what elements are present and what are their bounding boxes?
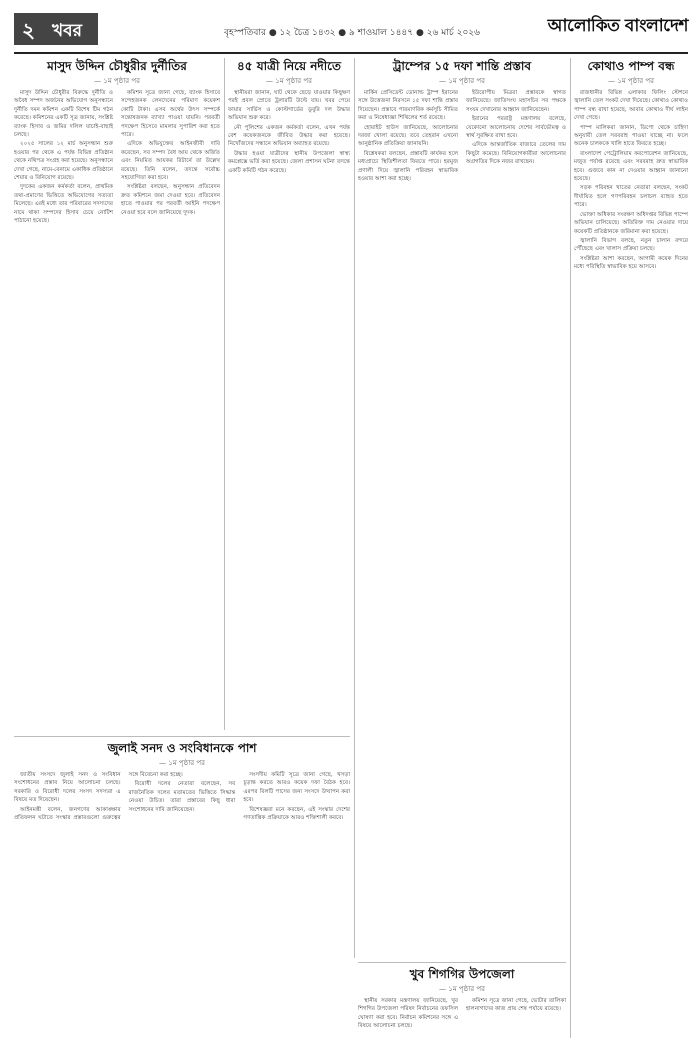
article-paragraph: দুদকের একজন কর্মকর্তা বলেন, প্রাথমিক তথ্য-প্রমাণের ভিত্তিতে অভিযোগের সত্যতা মিলেছে। এরই মধ্যে তার পরিবারের সদস্যদের নামে থাকা সম্পদের হিসাব চেয়ে নোটিশ পাঠানো হয়েছে। bbox=[14, 184, 113, 225]
article-pump-closed bbox=[574, 58, 688, 1038]
article-headline: ট্রাম্পের ১৫ দফা শান্তি প্রস্তাব bbox=[392, 59, 532, 73]
article-paragraph: উদ্ধার হওয়া যাত্রীদের স্থানীয় উপজেলা স্বাস্থ্য কমপ্লেক্সে ভর্তি করা হয়েছে। জেলা প্রশাসন ঘটনা তদন্তে একটি কমিটি গঠন করেছে। bbox=[228, 150, 350, 174]
column-divider bbox=[354, 58, 355, 958]
article-paragraph: ভোক্তা অধিকার সংরক্ষণ অধিদপ্তর বিভিন্ন পাম্পে অভিযান চালিয়েছে। অতিরিক্ত দাম নেওয়ার দায়ে কয়েকটি প্রতিষ্ঠানকে জরিমানা করা হয়েছে। bbox=[574, 211, 688, 235]
article-body bbox=[574, 89, 688, 272]
continuation-note: — ১ম পৃষ্ঠার পর bbox=[94, 77, 140, 85]
article-paragraph: হোয়াইট হাউস জানিয়েছে, আলোচনার দরজা খোলা রয়েছে। তবে তেহরান এখনো আনুষ্ঠানিক প্রতিক্রিয়া জানায়নি। bbox=[358, 124, 458, 148]
article-paragraph: বাংলাদেশ পেট্রোলিয়াম করপোরেশন জানিয়েছে, মজুত পর্যাপ্ত রয়েছে এবং সরবরাহ দ্রুত স্বাভাবিক হবে। গুজবে কান না দেওয়ার আহ্বান জানানো হয়েছে। bbox=[574, 150, 688, 183]
page-number-box bbox=[14, 13, 98, 45]
article-paragraph: ২০২৫ সালের ১২ মার্চ অনুসন্ধান শুরু হওয়ার পর থেকে এ পর্যন্ত বিভিন্ন প্রতিষ্ঠান থেকে নথিপত্র সংগ্রহ করা হয়েছে। অনুসন্ধানে দেখা গেছে, নামে-বেনামে একাধিক প্রতিষ্ঠানে শেয়ার ও বিনিয়োগ রয়েছে। bbox=[14, 141, 113, 182]
column-divider bbox=[570, 58, 571, 1038]
masthead-part-1: আলোকিত bbox=[547, 16, 620, 36]
article-body bbox=[14, 771, 350, 822]
article-headline: কোথাও পাম্প বন্ধ bbox=[587, 59, 675, 73]
article-paragraph: বিশেষজ্ঞরা মনে করছেন, এই সংস্কার দেশের গণতান্ত্রিক প্রক্রিয়াকে আরও শক্তিশালী করবে। bbox=[243, 806, 350, 822]
column-divider bbox=[224, 58, 225, 730]
article-paragraph: স্থানীয়রা জানান, ঘাট থেকে ছেড়ে যাওয়ার কিছুক্ষণ পরই প্রবল স্রোতে ট্রলারটি উল্টে যায়। খবর পেয়ে ফায়ার সার্ভিস ও কোস্টগার্ডের ডুবুরি দল উদ্ধার অভিযান শুরু করে। bbox=[228, 90, 350, 122]
article-headline: ৪৫ যাত্রী নিয়ে নদীতে bbox=[237, 59, 341, 73]
section-name: খবর bbox=[52, 21, 82, 41]
article-paragraph: নৌ পুলিশের একজন কর্মকর্তা বলেন, এখন পর্যন্ত বেশ কয়েকজনকে জীবিত উদ্ধার করা হয়েছে। নিখোঁজদের সন্ধানে অভিযান অব্যাহত রয়েছে। bbox=[228, 124, 350, 148]
page-number: ২ bbox=[22, 18, 36, 42]
article-headline: জুলাই সনদ ও সংবিধানকে পাশ bbox=[107, 741, 257, 755]
article-paragraph: স্থানীয় সরকার মন্ত্রণালয় জানিয়েছে, খুব শিগগির উপজেলা পরিষদ নির্বাচনের তফসিল ঘোষণা করা হবে। নির্বাচন কমিশনের সঙ্গে এ বিষয়ে আলোচনা চলছে। bbox=[358, 998, 458, 1030]
article-trawler-capsize bbox=[228, 58, 350, 730]
article-body bbox=[358, 89, 566, 183]
continuation-note: — ১ম পৃষ্ঠার পর bbox=[266, 77, 312, 85]
dateline: বৃহস্পতিবার ● ১২ চৈত্র ১৪৩২ ● ৯ শাওয়াল ১৪৪৭ ● ২৬ মার্চ ২০২৬ bbox=[224, 28, 480, 38]
article-paragraph: মার্কিন প্রেসিডেন্ট ডোনাল্ড ট্রাম্প ইরানের সঙ্গে উত্তেজনা নিরসনে ১৫ দফা শান্তি প্রস্তাব দিয়েছেন। প্রস্তাবে পারমাণবিক কর্মসূচি সীমিত করা ও নিষেধাজ্ঞা শিথিলের শর্ত রয়েছে। bbox=[358, 90, 458, 122]
article-paragraph: কমিশন সূত্রে জানা গেছে, ব্যাংক হিসাবে সন্দেহজনক লেনদেনের পরিমাণ কয়েকশ কোটি টাকা। এসব অর্থের উৎস সম্পর্কে সন্তোষজনক ব্যাখ্যা পাওয়া যায়নি। পরবর্তী পদক্ষেপ হিসেবে মামলার সুপারিশ করা হতে পারে। bbox=[121, 90, 220, 139]
article-paragraph: জাতীয় সংসদে জুলাই সনদ ও সংবিধান সংশোধনের প্রস্তাব নিয়ে আলোচনা চলছে। সরকারি ও বিরোধী দলের সংসদ সদস্যরা এ বিষয়ে মত দিয়েছেন। bbox=[14, 772, 121, 804]
header-rule bbox=[14, 52, 688, 54]
article-paragraph: সংশ্লিষ্টরা আশা করছেন, আগামী কয়েক দিনের মধ্যে পরিস্থিতি স্বাভাবিক হয়ে আসবে। bbox=[574, 255, 688, 271]
article-paragraph: পাম্প মালিকরা জানান, ডিপো থেকে চাহিদা অনুযায়ী তেল সরবরাহ পাওয়া যাচ্ছে না। ফলে অনেক চালককে খালি হাতে ফিরতে হচ্ছে। bbox=[574, 124, 688, 148]
article-paragraph: বিরোধী দলের নেতারা বলেছেন, সব রাজনৈতিক দলের মতামতের ভিত্তিতে সিদ্ধান্ত নেওয়া উচিত। তারা প্রস্তাবের কিছু ধারা সংশোধনের দাবি জানিয়েছেন। bbox=[128, 781, 236, 813]
continuation-note: — ১ম পৃষ্ঠার পর bbox=[159, 759, 205, 767]
article-paragraph: বিশ্লেষকরা বলছেন, প্রস্তাবটি কার্যকর হলে মধ্যপ্রাচ্যে স্থিতিশীলতা ফিরতে পারে। হরমুজ প্রণালী দিয়ে জ্বালানি পরিবহন স্বাভাবিক হওয়ার আশা করা হচ্ছে। bbox=[358, 150, 458, 183]
masthead-part-3: বাংলাদেশ bbox=[624, 16, 688, 36]
article-body bbox=[358, 997, 566, 1031]
article-body bbox=[228, 89, 350, 175]
article-paragraph: এদিকে আন্তর্জাতিক বাজারে তেলের দাম কিছুটা কমেছে। বিনিয়োগকারীরা আলোচনার অগ্রগতির দিকে নজর রাখছেন। bbox=[466, 142, 566, 166]
article-headline: খুব শিগগির উপজেলা bbox=[409, 967, 515, 981]
page-header bbox=[14, 13, 688, 45]
article-july-charter bbox=[14, 740, 350, 1038]
article-paragraph: মাসুদ উদ্দিন চৌধুরীর বিরুদ্ধে দুর্নীতি ও অবৈধ সম্পদ অর্জনের অভিযোগ অনুসন্ধানে দুর্নীতি দমন কমিশন একটি বিশেষ টিম গঠন করেছে। কমিশনের একটি সূত্র জানায়, সংশ্লিষ্ট ব্যাংক হিসাব ও জমির দলিল যাচাই-বাছাই চলছে। bbox=[14, 90, 113, 139]
article-paragraph: জ্বালানি বিভাগ বলছে, নতুন চালান বন্দরে পৌঁছেছে এবং খালাস প্রক্রিয়া চলছে। bbox=[574, 237, 688, 253]
section-divider bbox=[358, 962, 566, 963]
article-paragraph: সড়ক পরিবহন খাতের নেতারা বলছেন, সংকট দীর্ঘায়িত হলে গণপরিবহন চলাচল ব্যাহত হতে পারে। bbox=[574, 185, 688, 209]
continuation-note: — ১ম পৃষ্ঠার পর bbox=[439, 985, 485, 993]
article-headline: মাসুদ উদ্দিন চৌধুরীর দুর্নীতির bbox=[47, 59, 187, 73]
article-upazila-election bbox=[358, 966, 566, 1038]
article-masud-corruption bbox=[14, 58, 220, 730]
article-paragraph: ইউরোপীয় মিত্ররা প্রস্তাবকে স্বাগত জানিয়েছে। জাতিসংঘ মহাসচিব সব পক্ষকে সংযম দেখানোর আহ্বান জানিয়েছেন। bbox=[466, 90, 566, 113]
article-paragraph: ইরানের পররাষ্ট্র মন্ত্রণালয় বলেছে, যেকোনো আলোচনায় দেশের সার্বভৌমত্ব ও স্বার্থ সুরক্ষিত রাখা হবে। bbox=[466, 116, 566, 140]
article-paragraph: এদিকে অভিযুক্তের আইনজীবী দাবি করেছেন, সব সম্পদ বৈধ আয় থেকে অর্জিত এবং নিয়মিত আয়কর রিটার্নে তা উল্লেখ রয়েছে। তিনি বলেন, তদন্তে সর্বোচ্চ সহযোগিতা করা হবে। bbox=[121, 141, 220, 182]
continuation-note: — ১ম পৃষ্ঠার পর bbox=[608, 77, 654, 85]
section-divider bbox=[14, 736, 350, 737]
article-paragraph: আইনমন্ত্রী বলেন, জনগণের আকাঙ্ক্ষার প্রতিফলন ঘটাতে সংস্কার প্রস্তাবগুলো গুরুত্বের সঙ্গে বিবেচনা করা হচ্ছে। bbox=[14, 772, 183, 822]
article-paragraph: কমিশন সূত্রে জানা গেছে, ভোটার তালিকা হালনাগাদের কাজ প্রায় শেষ পর্যায়ে রয়েছে। bbox=[466, 998, 566, 1013]
continuation-note: — ১ম পৃষ্ঠার পর bbox=[439, 77, 485, 85]
article-trump-peace-plan bbox=[358, 58, 566, 958]
article-paragraph: সংশ্লিষ্টরা বলছেন, অনুসন্ধান প্রতিবেদন দ্রুত কমিশনে জমা দেওয়া হবে। প্রতিবেদন হাতে পাওয়ার পর পরবর্তী আইনি পদক্ষেপ নেওয়া হবে বলে জানিয়েছে দুদক। bbox=[121, 184, 220, 216]
masthead-logo bbox=[548, 13, 688, 41]
article-paragraph: সংসদীয় কমিটি সূত্রে জানা গেছে, খসড়া চূড়ান্ত করতে আরও কয়েক দফা বৈঠক হবে। এরপর বিলটি পাসের জন্য সংসদে উত্থাপন করা হবে। bbox=[243, 772, 350, 804]
article-body bbox=[14, 89, 220, 226]
article-paragraph: রাজধানীর বিভিন্ন এলাকার ফিলিং স্টেশনে জ্বালানি তেল সংকট দেখা দিয়েছে। কোথাও কোথাও পাম্প বন্ধ রাখা হয়েছে, আবার কোথাও দীর্ঘ লাইন দেখা গেছে। bbox=[574, 90, 688, 122]
